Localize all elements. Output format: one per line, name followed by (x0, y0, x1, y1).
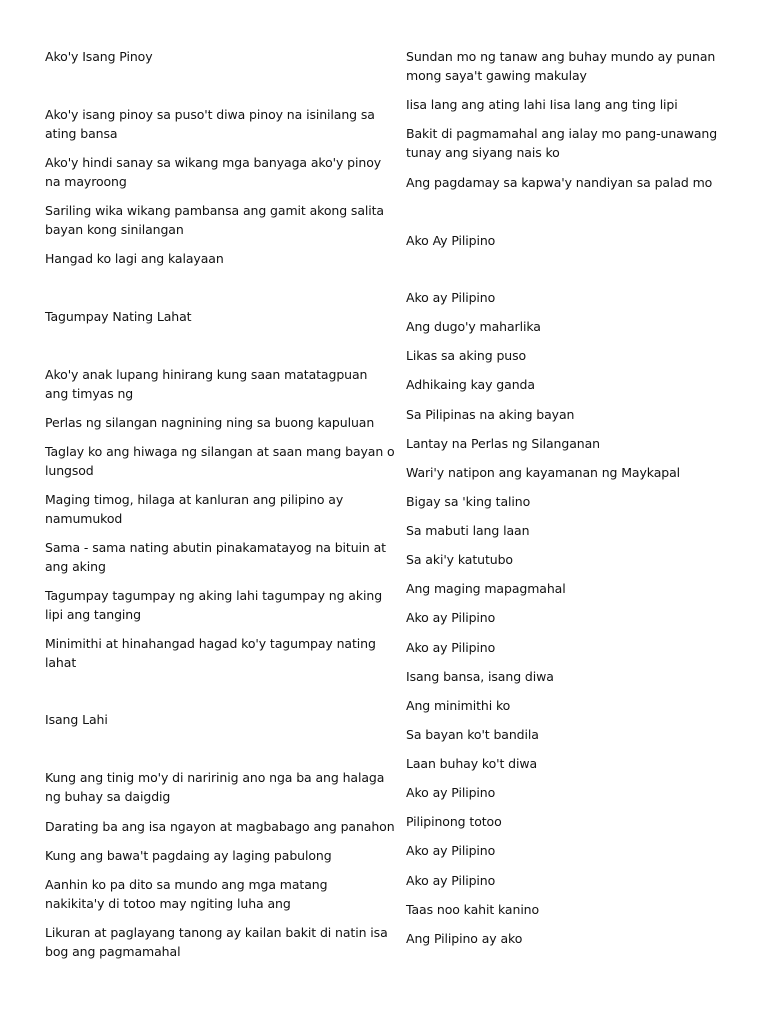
right-column-line: Lantay na Perlas ng Silanganan (406, 436, 600, 451)
right-column-line: Likas sa aking puso (406, 348, 527, 363)
left-column-line: na mayroong (45, 174, 127, 189)
right-column-line: Ang minimithi ko (406, 698, 511, 713)
right-column-line: tunay ang siyang nais ko (406, 145, 560, 160)
left-column-line: Maging timog, hilaga at kanluran ang pilipino ay (45, 492, 344, 507)
left-column-line: Kung ang bawa't pagdaing ay laging pabulong (45, 848, 332, 863)
left-column-line: bog ang pagmamahal (45, 944, 181, 959)
right-column-line: mong saya't gawing makulay (406, 68, 587, 83)
right-column-line: Bakit di pagmamahal ang ialay mo pang-unawang (406, 126, 718, 141)
right-column-line: Pilipinong totoo (406, 814, 502, 829)
right-column-line: Ako Ay Pilipino (406, 233, 496, 248)
left-column-line: lahat (45, 655, 77, 670)
left-column-line: Aanhin ko pa dito sa mundo ang mga matang (45, 877, 328, 892)
left-column-line: nakikita'y di totoo may ngiting luha ang (45, 896, 291, 911)
right-column-line: Laan buhay ko't diwa (406, 756, 538, 771)
left-column-line: Kung ang tinig mo'y di naririnig ano nga ba ang halaga (45, 770, 385, 785)
right-column-line: Ang maging mapagmahal (406, 581, 566, 596)
right-column-line: Ako ay Pilipino (406, 640, 496, 655)
left-column-line: lipi ang tanging (45, 607, 141, 622)
left-column-line: Taglay ko ang hiwaga ng silangan at saan mang bayan o (45, 444, 395, 459)
left-column-line: Tagumpay Nating Lahat (45, 309, 192, 324)
left-column-line: Minimithi at hinahangad hagad ko'y tagumpay nating (45, 636, 376, 651)
left-column-line: bayan kong sinilangan (45, 222, 184, 237)
right-column-line: Ang dugo'y maharlika (406, 319, 541, 334)
right-column-line: Iisa lang ang ating lahi Iisa lang ang ting lipi (406, 97, 678, 112)
right-column-line: Sa bayan ko't bandila (406, 727, 539, 742)
left-column-line: Likuran at paglayang tanong ay kailan bakit di natin isa (45, 925, 388, 940)
right-column-line: Wari'y natipon ang kayamanan ng Maykapal (406, 465, 681, 480)
right-column-line: Sa Pilipinas na aking bayan (406, 407, 575, 422)
right-column-line: Isang bansa, isang diwa (406, 669, 554, 684)
left-column-line: ang timyas ng (45, 386, 134, 401)
right-column-line: Adhikaing kay ganda (406, 377, 535, 392)
left-column-line: Hangad ko lagi ang kalayaan (45, 251, 224, 266)
right-column-line: Sa aki'y katutubo (406, 552, 513, 567)
left-column-line: Isang Lahi (45, 712, 108, 727)
left-column-line: ating bansa (45, 126, 118, 141)
left-column-line: Ako'y Isang Pinoy (45, 49, 153, 64)
left-column-line: Sama - sama nating abutin pinakamatayog na bituin at (45, 540, 386, 555)
right-column-line: Ako ay Pilipino (406, 873, 496, 888)
right-column-line: Sundan mo ng tanaw ang buhay mundo ay punan (406, 49, 716, 64)
right-column-line: Ako ay Pilipino (406, 785, 496, 800)
right-column-line: Ang pagdamay sa kapwa'y nandiyan sa palad mo (406, 175, 713, 190)
left-column-line: Ako'y isang pinoy sa puso't diwa pinoy na isinilang sa (45, 107, 375, 122)
right-column-line: Ako ay Pilipino (406, 843, 496, 858)
left-column-line: Tagumpay tagumpay ng aking lahi tagumpay ng aking (45, 588, 383, 603)
right-column-line: Ako ay Pilipino (406, 610, 496, 625)
left-column-line: ng buhay sa daigdig (45, 789, 171, 804)
left-column-line: namumukod (45, 511, 123, 526)
left-column-line: Perlas ng silangan nagnining ning sa buong kapuluan (45, 415, 375, 430)
left-column-line: ang aking (45, 559, 106, 574)
left-column-line: Sariling wika wikang pambansa ang gamit akong salita (45, 203, 384, 218)
left-column-line: Ako'y hindi sanay sa wikang mga banyaga ako'y pinoy (45, 155, 382, 170)
left-column-line: lungsod (45, 463, 94, 478)
right-column-line: Sa mabuti lang laan (406, 523, 530, 538)
left-column-line: Ako'y anak lupang hinirang kung saan matatagpuan (45, 367, 368, 382)
right-column-line: Ang Pilipino ay ako (406, 931, 523, 946)
left-column-line: Darating ba ang isa ngayon at magbabago ang panahon (45, 819, 395, 834)
right-column-line: Ako ay Pilipino (406, 290, 496, 305)
right-column-line: Bigay sa 'king talino (406, 494, 531, 509)
right-column-line: Taas noo kahit kanino (406, 902, 540, 917)
